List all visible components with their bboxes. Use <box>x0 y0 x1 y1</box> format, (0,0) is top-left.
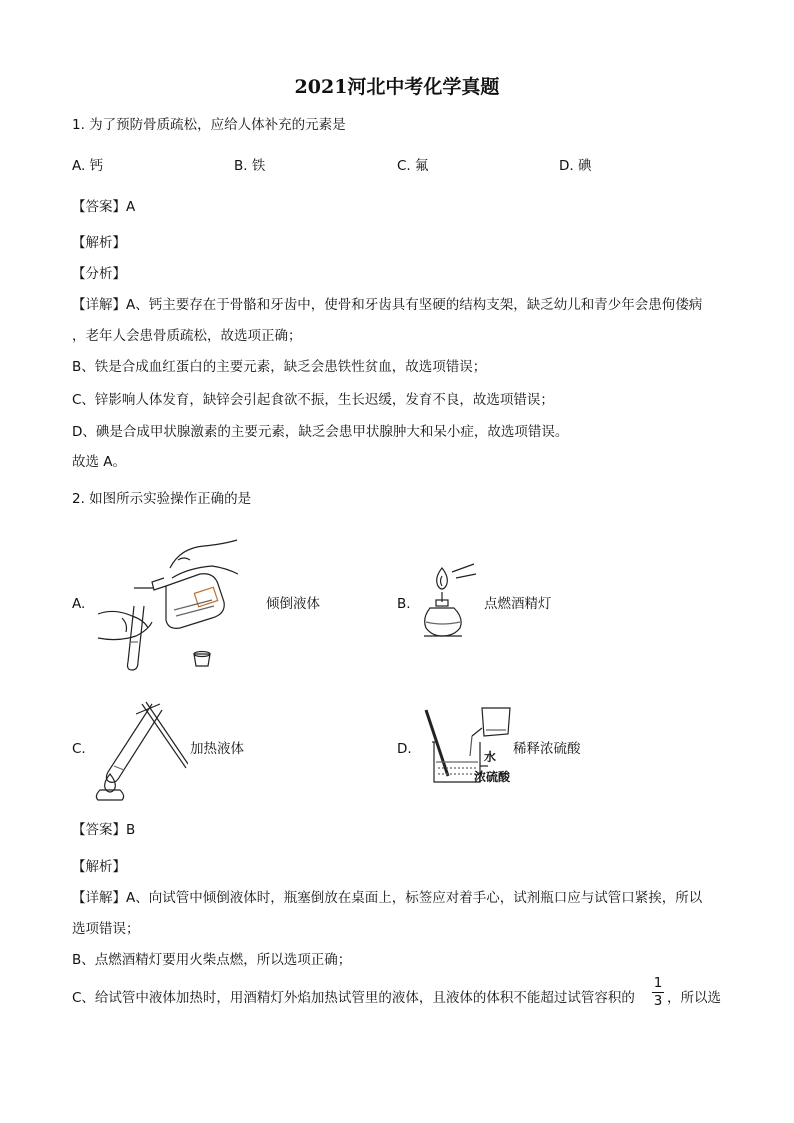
q1-conclusion: 故选 A。 <box>72 454 127 470</box>
lighting-alcohol-lamp-figure <box>418 562 480 640</box>
q1-fenxi-heading: 【分析】 <box>72 266 126 282</box>
q2-option-b-caption: 点燃酒精灯 <box>484 596 552 612</box>
q2-option-c-caption: 加热液体 <box>190 741 244 757</box>
q2-option-d-caption: 稀释浓硫酸 <box>513 741 581 757</box>
q1-detail-b: B、铁是合成血红蛋白的主要元素，缺乏会患铁性贫血，故选项错误； <box>72 359 487 375</box>
q1-option-c: C. 氟 <box>397 158 429 174</box>
q2-option-a-letter: A. <box>72 596 86 612</box>
pouring-liquid-figure <box>92 538 242 673</box>
q2-option-d-letter: D. <box>397 741 412 757</box>
fraction-one-third <box>652 976 664 1009</box>
q1-option-a: A. 钙 <box>72 158 104 174</box>
question-2-stem: 2. 如图所示实验操作正确的是 <box>72 491 252 507</box>
q2-option-b-letter: B. <box>397 596 411 612</box>
q1-option-d: D. 碘 <box>559 158 592 174</box>
q2-detail-line-2: 选项错误； <box>72 921 140 937</box>
fig-d-acid-label: 浓硫酸 <box>474 770 511 784</box>
q1-detail-c: C、锌影响人体发育，缺锌会引起食欲不振，生长迟缓，发育不良，故选项错误； <box>72 392 554 408</box>
q1-detail-line-1: 【详解】A、钙主要存在于骨骼和牙齿中，使骨和牙齿具有坚硬的结构支架，缺乏幼儿和青少年会患佝偻病 <box>72 297 703 313</box>
q2-answer: 【答案】B <box>72 822 136 838</box>
q2-detail-line-1: 【详解】A、向试管中倾倒液体时，瓶塞倒放在桌面上，标签应对着手心，试剂瓶口应与试管口紧挨，所以 <box>72 890 703 906</box>
page-title: 2021河北中考化学真题 <box>294 76 500 98</box>
q1-detail-d: D、碘是合成甲状腺激素的主要元素，缺乏会患甲状腺肿大和呆小症，故选项错误。 <box>72 424 569 440</box>
q1-answer: 【答案】A <box>72 199 136 215</box>
q1-analysis-heading: 【解析】 <box>72 235 126 251</box>
fraction-numerator: 1 <box>653 975 663 991</box>
q2-detail-b: B、点燃酒精灯要用火柴点燃，所以选项正确； <box>72 952 352 968</box>
q2-detail-c-tail: ，所以选 <box>667 990 721 1006</box>
heating-liquid-figure <box>90 700 188 802</box>
q2-option-c-letter: C. <box>72 741 86 757</box>
fraction-denominator: 3 <box>653 993 663 1009</box>
q1-detail-line-2: ，老年人会患骨质疏松，故选项正确； <box>72 328 302 344</box>
q2-analysis-heading: 【解析】 <box>72 859 126 875</box>
fig-d-water-label: 水 <box>484 750 497 764</box>
q2-option-a-caption: 倾倒液体 <box>266 596 320 612</box>
q2-detail-c: C、给试管中液体加热时，用酒精灯外焰加热试管里的液体，且液体的体积不能超过试管容积的 <box>72 990 635 1006</box>
question-1-stem: 1. 为了预防骨质疏松，应给人体补充的元素是 <box>72 117 346 133</box>
q1-option-b: B. 铁 <box>234 158 266 174</box>
